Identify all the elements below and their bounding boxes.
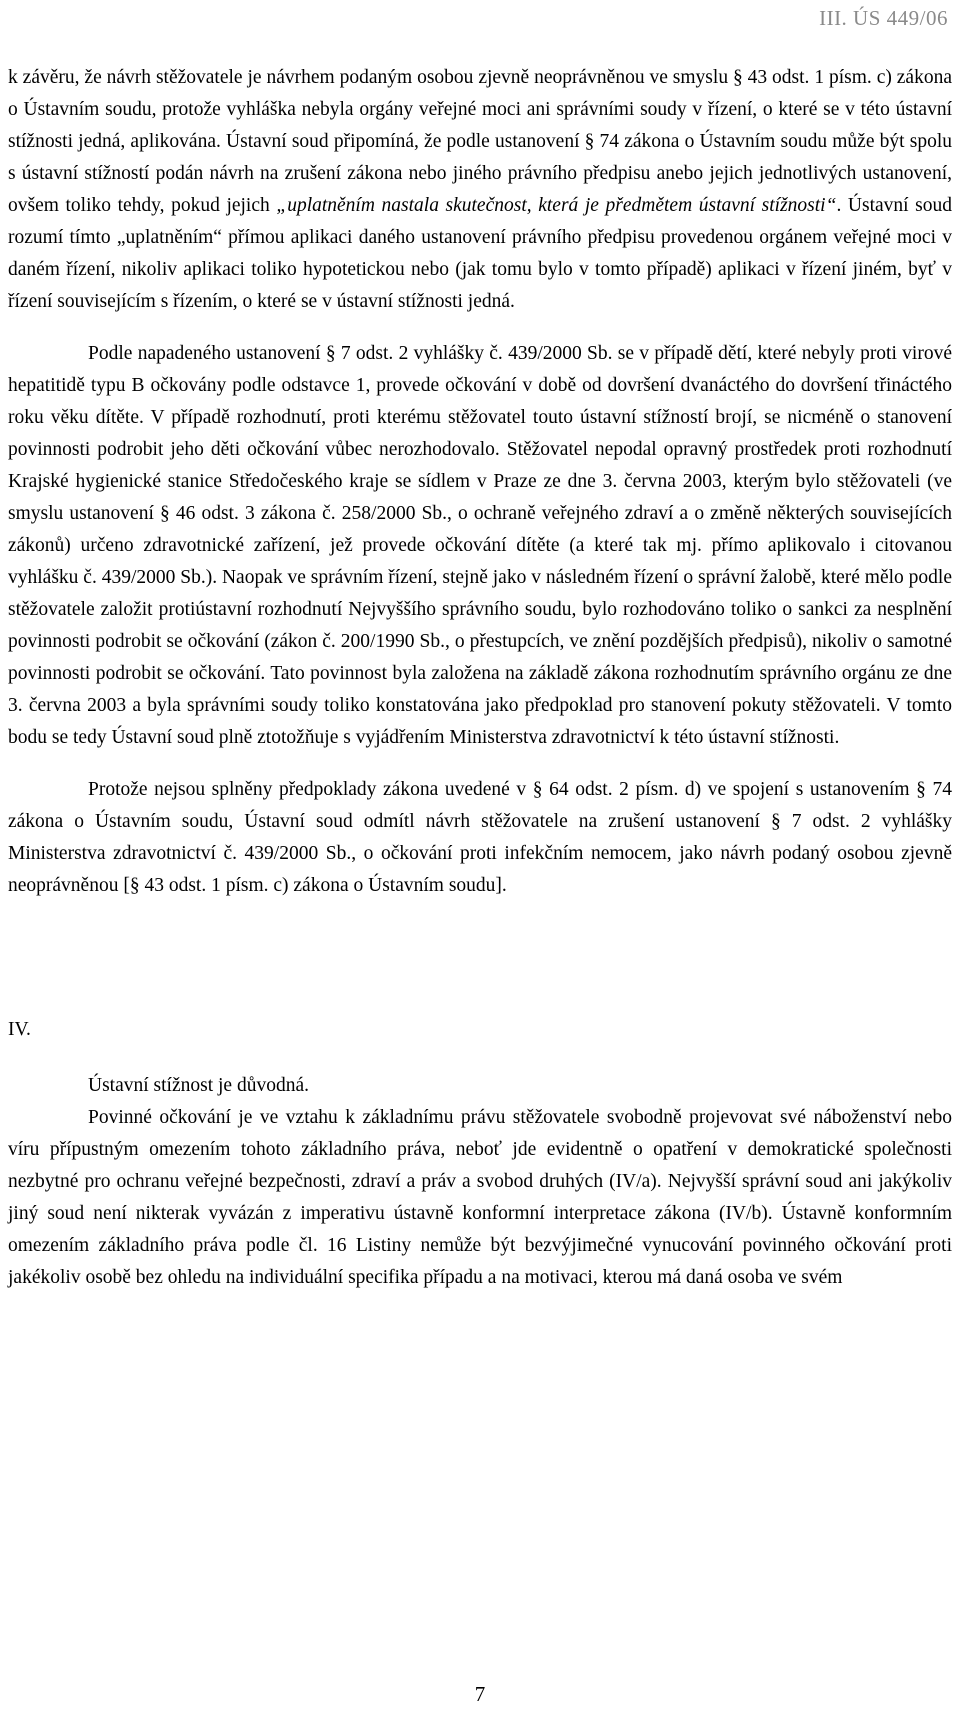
paragraph-dismissal: Protože nejsou splněny předpoklady zákona uvedené v § 64 odst. 2 písm. d) ve spojení s ustanovením § 74 zákona o Ústavním soudu, Ústavní soud odmítl návrh stěžovatele na zrušení ustanovení § 7 odst. 2 vyhlášky Ministerstva zdravotnictví č. 439/2000 Sb., o očkování proti infekčním nemocem, jako návrh podaný osobou zjevně neoprávněnou [§ 43 odst. 1 písm. c) zákona o Ústavním soudu].	[8, 779, 952, 896]
document-body	[8, 62, 952, 1294]
section-number: IV.	[8, 1019, 31, 1040]
paragraph-vaccination: Povinné očkování je ve vztahu k základnímu právu stěžovatele svobodně projevovat své náboženství nebo víru přípustným omezením tohoto základního práva, neboť jde evidentně o opatření v demokratické společnosti nezbytné pro ochranu veřejné bezpečnosti, zdraví a práv a svobod druhých (IV/a). Nejvyšší správní soud ani jakýkoliv jiný soud není nikterak vyvázán z imperativu ústavně konformní interpretace zákona (IV/b). Ústavně konformním omezením základního práva podle čl. 16 Listiny nemůže být bezvýjimečné vynucování povinného očkování proti jakékoliv osobě bez ohledu na individuální specifika případu a na motivaci, kterou má daná osoba ve svém	[8, 1107, 952, 1288]
paragraph-conclusion-text-1: k závěru, že návrh stěžovatele je návrhem podaným osobou zjevně neoprávněnou ve smyslu § 43 odst. 1 písm. c) zákona o Ústavním soudu, protože vyhláška nebyla orgány veřejné moci ani správními soudy v řízení, o které se v této ústavní stížnosti jedná, aplikována. Ústavní soud připomíná, že podle ustanovení § 74 zákona o Ústavním soudu může být spolu s ústavní stížností podán návrh na zrušení zákona nebo jiného právního předpisu anebo jejich jednotlivých ustanovení, ovšem toliko tehdy, pokud jejich	[8, 67, 952, 216]
paragraph-conclusion-quote: „uplatněním nastala skutečnost, která je předmětem ústavní stížnosti“	[276, 195, 837, 216]
page-number: 7	[474, 1682, 486, 1706]
paragraph-contested-provision: Podle napadeného ustanovení § 7 odst. 2 vyhlášky č. 439/2000 Sb. se v případě dětí, které nebyly proti virové hepatitidě typu B očkovány podle odstavce 1, provede očkování v době od dovršení dvanáctého do dovršení třináctého roku věku dítěte. V případě rozhodnutí, proti kterému stěžovatel touto ústavní stížností brojí, se nicméně o stanovení povinnosti podrobit jeho děti očkování vůbec nerozhodovalo. Stěžovatel nepodal opravný prostředek proti rozhodnutí Krajské hygienické stanice Středočeského kraje se sídlem v Praze ze dne 3. června 2003, kterým bylo stěžovateli (ve smyslu ustanovení § 46 odst. 3 zákona č. 258/2000 Sb., o ochraně veřejného zdraví a o změně některých souvisejících zákonů) určeno zdravotnické zařízení, jež provede očkování dítěte (a které tak mj. přímo aplikovalo i citovanou vyhlášku č. 439/2000 Sb.). Naopak ve správním řízení, stejně jako v následném řízení o správní žalobě, které mělo podle stěžovatele založit protiústavní rozhodnutí Nejvyššího správního soudu, bylo rozhodováno toliko o sankci za nesplnění povinnosti podrobit se očkování (zákon č. 200/1990 Sb., o přestupcích, ve znění pozdějších předpisů), nikoliv o samotné povinnosti podrobit se očkování. Tato povinnost byla založena na základě zákona rozhodnutím správního orgánu ze dne 3. června 2003 a byla správními soudy toliko konstatována jako předpoklad pro stanovení pokuty stěžovateli. V tomto bodu se tedy Ústavní soud plně ztotožňuje s vyjádřením Ministerstva zdravotnictví k této ústavní stížnosti.	[8, 343, 952, 748]
paragraph-conclusion-text-2: . Ústavní soud rozumí tímto „uplatněním“ přímou aplikaci daného ustanovení právního předpisu provedenou orgánem veřejné moci v daném řízení, nikoliv aplikaci toliko hypotetickou nebo (jak tomu bylo v tomto případě) aplikaci v řízení jiném, byť v řízení souvisejícím s řízením, o které se v ústavní stížnosti jedná.	[8, 195, 952, 312]
paragraph-conclusion	[8, 62, 952, 318]
section-heading: Ústavní stížnost je důvodná.	[88, 1075, 309, 1096]
case-reference-header: III. ÚS 449/06	[819, 6, 948, 30]
